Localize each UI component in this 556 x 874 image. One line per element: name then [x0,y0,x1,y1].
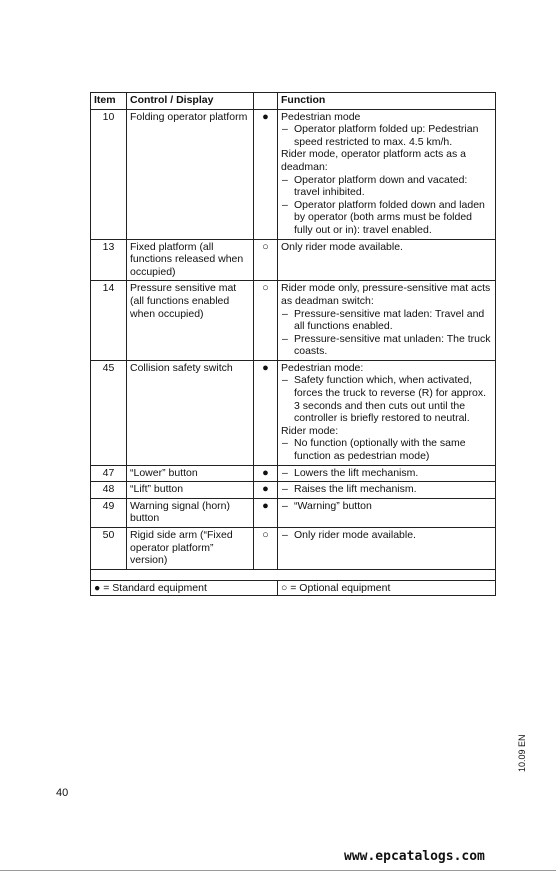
function-paragraph: Rider mode: [281,424,339,437]
function-description [278,109,496,239]
table-spacer-row [91,569,496,580]
edition-label: 10.09 EN [517,734,527,772]
table-row [91,360,496,465]
function-bullet-list [281,308,492,358]
function-bullet-list [281,500,492,513]
function-bullet-item: – Operator platform folded up: Pedestrian speed restricted to max. 4.5 km/h. [281,123,492,148]
controls-table [90,92,496,596]
function-bullet-item: – “Warning” button [281,500,492,513]
table-body [91,109,496,569]
optional-equipment-icon: ○ [254,281,278,361]
header-function: Function [278,93,496,110]
function-bullet-list [281,374,492,424]
function-description [278,498,496,527]
item-number: 49 [91,498,127,527]
item-number: 50 [91,528,127,570]
function-bullet-item: – Only rider mode available. [281,529,492,542]
legend-standard: ● = Standard equipment [91,580,278,596]
function-bullet-item: – Operator platform folded down and laden by operator (both arms must be folded fully out or in): travel enabled. [281,199,492,237]
control-display-name: Rigid side arm (“Fixed operator platform” version) [127,528,254,570]
item-number: 48 [91,482,127,499]
header-symbol [254,93,278,110]
header-item: Item [91,93,127,110]
optional-equipment-icon: ○ [254,528,278,570]
control-display-name: Warning signal (horn) button [127,498,254,527]
function-bullet-item: – Operator platform down and vacated: travel inhibited. [281,174,492,199]
legend-optional: ○ = Optional equipment [278,580,496,596]
function-bullet-item: – Safety function which, when activated, forces the truck to reverse (R) for approx. 3 seconds and then cuts out until the controller is briefly restored to neutral. [281,374,492,424]
control-display-name: Fixed platform (all functions released when occupied) [127,239,254,281]
function-bullet-list [281,467,492,480]
function-bullet-item: – Lowers the lift mechanism. [281,467,492,480]
function-bullet-item: – Raises the lift mechanism. [281,483,492,496]
table-row [91,239,496,281]
function-bullet-item: – Pressure-sensitive mat laden: Travel and all functions enabled. [281,308,492,333]
table-row [91,498,496,527]
control-display-name: Folding operator platform [127,109,254,239]
function-description [278,482,496,499]
function-description [278,528,496,570]
table-row [91,465,496,482]
table-row [91,482,496,499]
item-number: 10 [91,109,127,239]
table-row [91,281,496,361]
function-bullet-list [281,483,492,496]
standard-equipment-icon: ● [254,482,278,499]
header-control-display: Control / Display [127,93,254,110]
item-number: 14 [91,281,127,361]
function-bullet-list [281,174,492,237]
standard-equipment-icon: ● [254,498,278,527]
control-display-name: Pressure sensitive mat (all functions enabled when occupied) [127,281,254,361]
table-row [91,109,496,239]
function-bullet-list [281,123,492,148]
function-description [278,360,496,465]
item-number: 13 [91,239,127,281]
standard-equipment-icon: ● [254,360,278,465]
legend-row [91,580,496,596]
bottom-divider [0,870,556,871]
function-bullet-item: – No function (optionally with the same function as pedestrian mode) [281,437,492,462]
function-description [278,281,496,361]
standard-equipment-icon: ● [254,465,278,482]
function-bullet-item: – Pressure-sensitive mat unladen: The truck coasts. [281,333,492,358]
item-number: 45 [91,360,127,465]
spacer-cell [91,569,496,580]
table-header-row [91,93,496,110]
function-paragraph: Only rider mode available. [281,240,403,253]
item-number: 47 [91,465,127,482]
standard-equipment-icon: ● [254,109,278,239]
control-display-name: “Lower” button [127,465,254,482]
control-display-name: Collision safety switch [127,360,254,465]
function-bullet-list [281,437,492,462]
table-row [91,528,496,570]
function-paragraph: Rider mode, operator platform acts as a deadman: [281,148,467,173]
function-paragraph: Rider mode only, pressure-sensitive mat acts as deadman switch: [281,282,491,307]
function-bullet-list [281,529,492,542]
page-number: 40 [56,787,69,799]
function-paragraph: Pedestrian mode [281,110,361,123]
function-description [278,239,496,281]
function-description [278,465,496,482]
optional-equipment-icon: ○ [254,239,278,281]
watermark-url: www.epcatalogs.com [344,849,485,864]
function-paragraph: Pedestrian mode: [281,361,364,374]
control-display-name: “Lift” button [127,482,254,499]
